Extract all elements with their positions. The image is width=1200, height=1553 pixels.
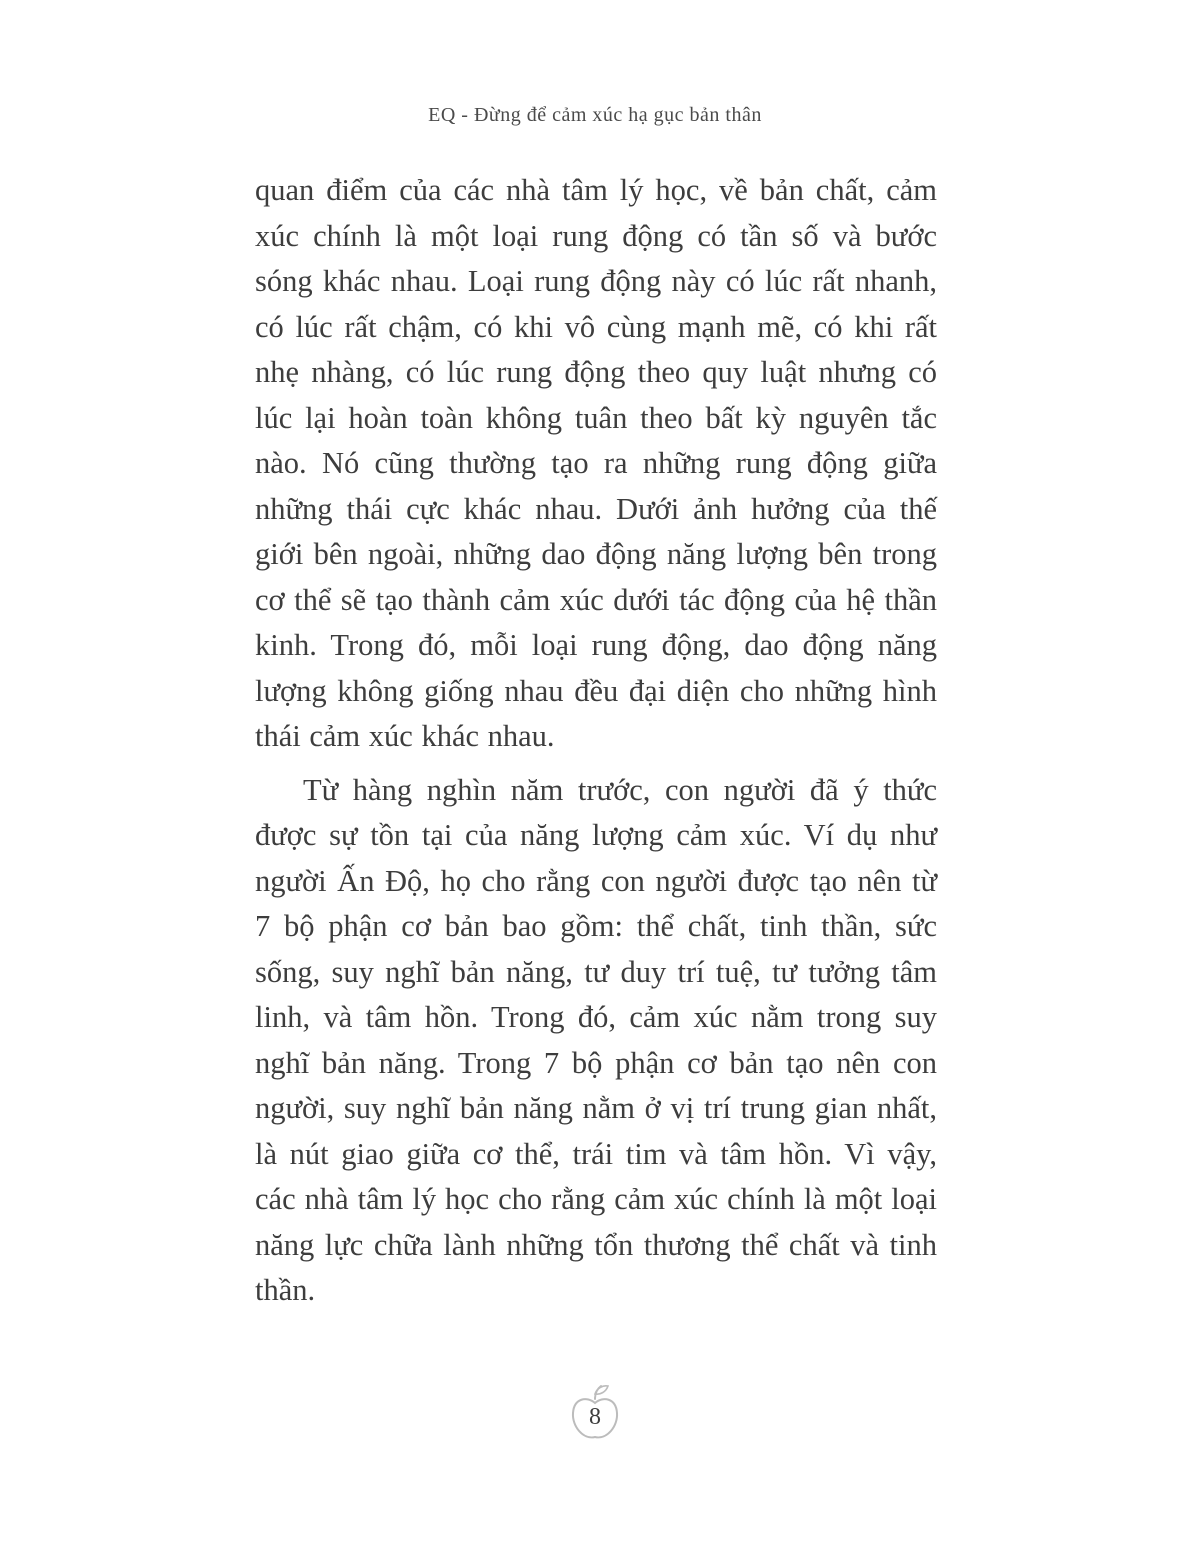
header-title: EQ - Đừng để cảm xúc hạ gục bản thân: [428, 104, 762, 126]
paragraph-1: quan điểm của các nhà tâm lý học, về bản chất, cảm xúc chính là một loại rung động có tần số và bước sóng khác nhau. Loại rung động này có lúc rất nhanh, có lúc rất chậm, có khi vô cùng mạnh mẽ, có khi rất nhẹ nhàng, có lúc rung động theo quy luật nhưng có lúc lại hoàn toàn không tuân theo bất kỳ nguyên tắc nào. Nó cũng thường tạo ra những rung động giữa những thái cực khác nhau. Dưới ảnh hưởng của thế giới bên ngoài, những dao động năng lượng bên trong cơ thể sẽ tạo thành cảm xúc dưới tác động của hệ thần kinh. Trong đó, mỗi loại rung động, dao động năng lượng không giống nhau đều đại diện cho những hình thái cảm xúc khác nhau.: [255, 173, 937, 753]
body-text: [255, 168, 937, 1314]
page-number: 8: [589, 1404, 601, 1430]
paragraph-2: Từ hàng nghìn năm trước, con người đã ý thức được sự tồn tại của năng lượng cảm xúc. Ví dụ như người Ấn Độ, họ cho rằng con người được tạo nên từ 7 bộ phận cơ bản bao gồm: thể chất, tinh thần, sức sống, suy nghĩ bản năng, tư duy trí tuệ, tư tưởng tâm linh, và tâm hồn. Trong đó, cảm xúc nằm trong suy nghĩ bản năng. Trong 7 bộ phận cơ bản tạo nên con người, suy nghĩ bản năng nằm ở vị trí trung gian nhất, là nút giao giữa cơ thể, trái tim và tâm hồn. Vì vậy, các nhà tâm lý học cho rằng cảm xúc chính là một loại năng lực chữa lành những tổn thương thể chất và tinh thần.: [255, 772, 937, 1307]
page-number-badge: [567, 1382, 623, 1448]
running-header: [255, 104, 935, 127]
page-footer: [255, 1382, 935, 1448]
